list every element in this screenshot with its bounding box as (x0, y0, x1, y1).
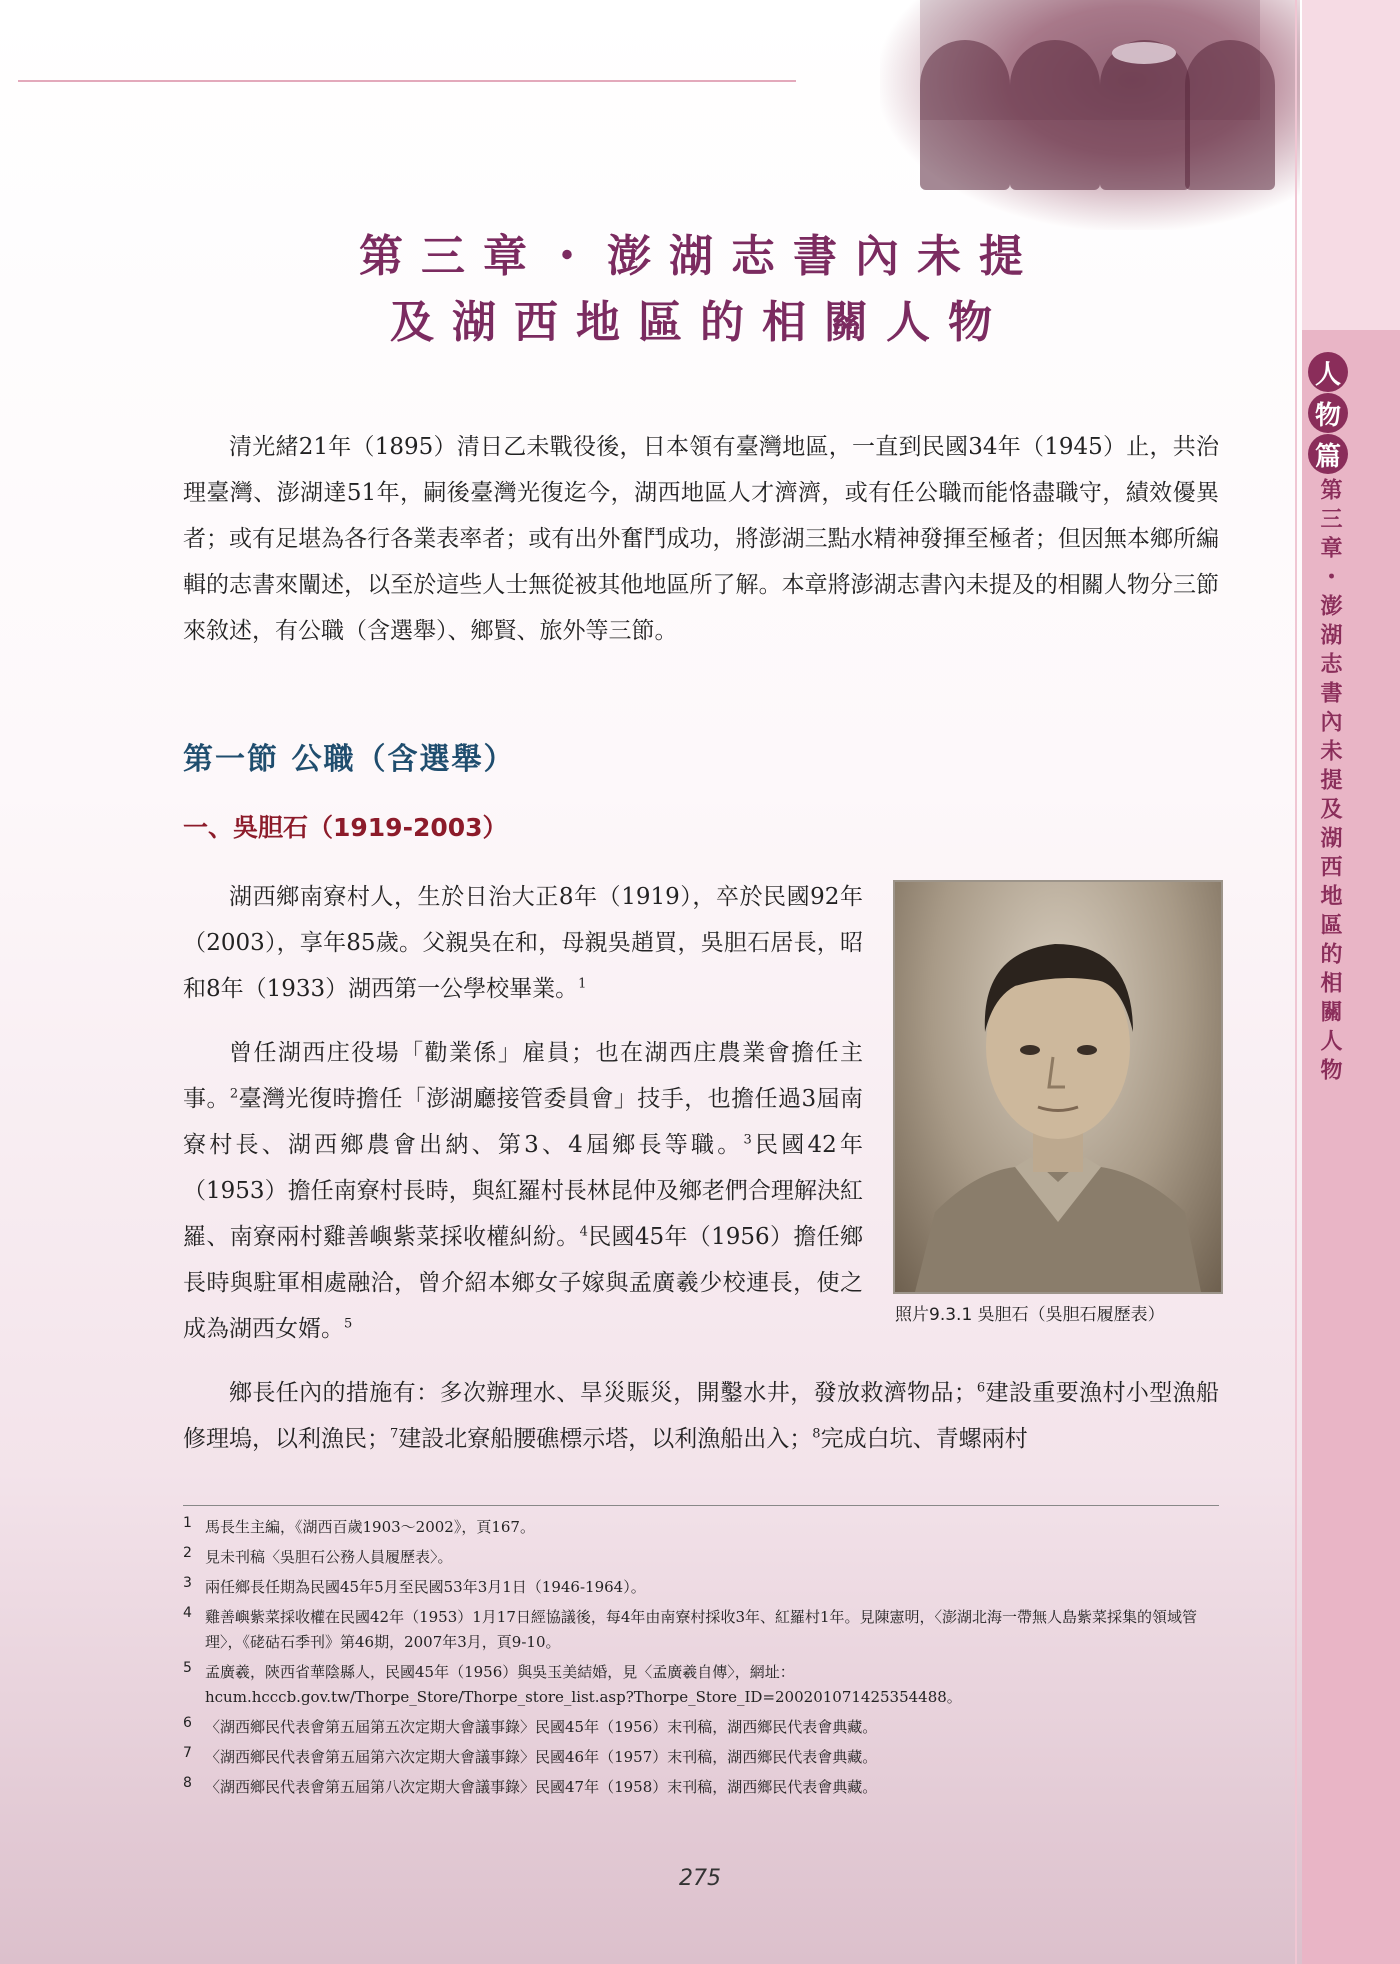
footnote-ref: 8 (812, 1426, 821, 1442)
footnote: 1 馬長生主編，《湖西百歲1903～2002》，頁167。 (183, 1515, 535, 1536)
footnote: 5 孟廣羲，陝西省華陰縣人，民國45年（1956）與吳玉美結婚，見〈孟廣羲自傳〉，網址：hcum.hcccb.gov.tw/Thorpe_Store/Thorpe_store_list.asp?Thorpe_Store_ID=200201071425354488。 (183, 1660, 962, 1706)
subsection-heading: 一、吳胆石（1919-2003） (183, 813, 508, 842)
bio-paragraph-1: 湖西鄉南寮村人，生於日治大正8年（1919），卒於民國92年（2003），享年85歲。父親吳在和，母親吳趙買，吳胆石居長，昭和8年（1933）湖西第一公學校畢業。$^1$ (183, 884, 863, 1002)
footnote: 8 〈湖西鄉民代表會第五屆第八次定期大會議事錄〉民國47年（1958）末刊稿，湖西鄉民代表會典藏。 (183, 1775, 878, 1796)
header-rule (18, 80, 796, 82)
footnote-rule (183, 1505, 1219, 1506)
footnote-ref: 7 (390, 1426, 399, 1442)
footnote-ref: 6 (976, 1380, 986, 1396)
side-circle-1: 人 (1308, 352, 1348, 392)
footnote-ref: 1 (578, 976, 587, 992)
side-tab-label (1308, 352, 1352, 475)
footnote: 4 雞善嶼紫菜採收權在民國42年（1953）1月17日經協議後，每4年由南寮村採收3年、紅羅村1年。見陳憲明，〈澎湖北海一帶無人島紫菜採集的領域管理〉，《硓𥑮石季刊》第46期，2007年3月，頁9-10。 (183, 1605, 1198, 1651)
bio-paragraph-3: 鄉長任內的措施有：多次辦理水、旱災賑災，開鑿水井，發放救濟物品；$^6$建設重要漁村小型漁船修理塢，以利漁民；$^7$建設北寮船腰礁標示塔，以利漁船出入；$^8$完成白坑、青螺兩村 (183, 1380, 1220, 1452)
photo-caption: 照片9.3.1 吳胆石（吳胆石履歷表） (895, 1305, 1165, 1325)
section-heading: 第一節 公職（含選舉） (183, 742, 516, 777)
bio-paragraph-2: 曾任湖西庄役場「勸業係」雇員；也在湖西庄農業會擔任主事。$^2$臺灣光復時擔任「澎湖廳接管委員會」技手，也擔任過3屆南寮村長、湖西鄉農會出納、第3、4屆鄉長等職。$^3$民國42年（1953）擔任南寮村長時，與紅羅村長林昆仲及鄉老們合理解決紅羅、南寮兩村雞善嶼紫菜採收權糾紛。$^4$民國45年（1956）擔任鄉長時與駐軍相處融洽，曾介紹本鄉女子嫁與孟廣羲少校連長，使之成為湖西女婿。$^5$ (183, 1040, 863, 1342)
side-chapter-title: 第三章・澎湖志書內未提及湖西地區的相關人物 (1317, 478, 1343, 1087)
footnote: 7 〈湖西鄉民代表會第五屆第六次定期大會議事錄〉民國46年（1957）末刊稿，湖西鄉民代表會典藏。 (183, 1745, 878, 1766)
page-number: 275 (679, 1866, 721, 1891)
intro-paragraph: 清光緒21年（1895）清日乙未戰役後，日本領有臺灣地區，一直到民國34年（1945）止，共治理臺灣、澎湖達51年，嗣後臺灣光復迄今，湖西地區人才濟濟，或有任公職而能恪盡職守，績效優異者；或有足堪為各行各業表率者；或有出外奮鬥成功，將澎湖三點水精神發揮至極者；但因無本鄉所編輯的志書來闡述，以至於這些人士無從被其他地區所了解。本章將澎湖志書內未提及的相關人物分三節來敘述，有公職（含選舉）、鄉賢、旅外等三節。 (183, 434, 1219, 644)
chapter-title (260, 224, 1140, 356)
footnote: 2 見未刊稿〈吳胆石公務人員履歷表〉。 (183, 1545, 453, 1566)
footnote-ref: 5 (344, 1316, 353, 1332)
footnotes (183, 1515, 1219, 1805)
footnote-ref: 4 (579, 1224, 588, 1240)
footnote: 3 兩任鄉長任期為民國45年5月至民國53年3月1日（1946-1964）。 (183, 1575, 646, 1596)
side-rule (1295, 0, 1297, 1964)
header-photo (880, 0, 1300, 230)
chapter-title-line1: 第三章・澎湖志書內未提 (359, 231, 1041, 282)
footnote-ref: 3 (743, 1132, 752, 1148)
side-circle-3: 篇 (1308, 434, 1348, 474)
footnote: 6 〈湖西鄉民代表會第五屆第五次定期大會議事錄〉民國45年（1956）末刊稿，湖西鄉民代表會典藏。 (183, 1715, 878, 1736)
side-circle-2: 物 (1308, 393, 1348, 433)
chapter-title-line2: 及湖西地區的相關人物 (390, 297, 1010, 348)
footnote-ref: 2 (229, 1086, 239, 1102)
portrait-photo (893, 880, 1223, 1294)
